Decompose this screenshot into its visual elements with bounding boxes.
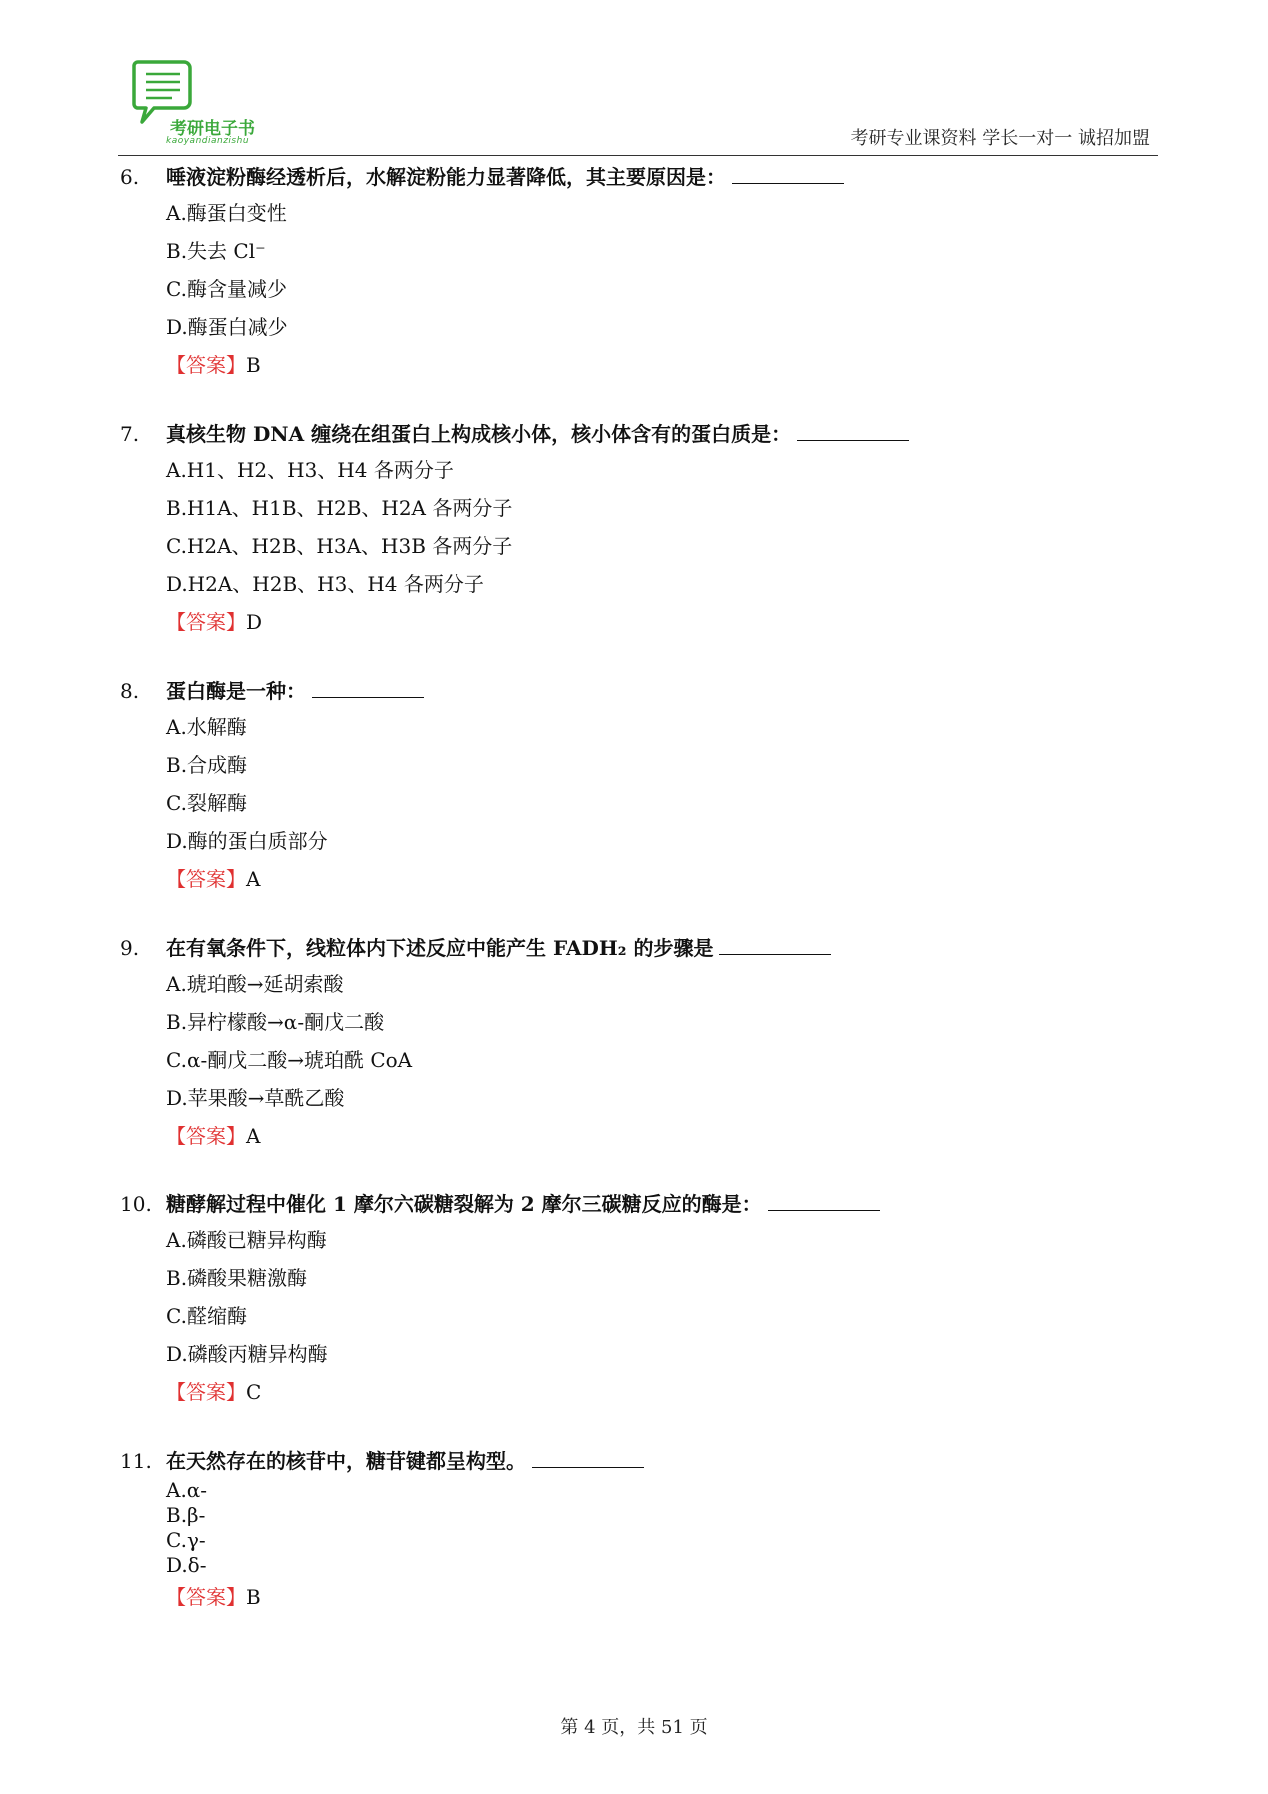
option-b: B.磷酸果糖激酶 — [166, 1266, 308, 1290]
answer-value: B — [246, 353, 261, 377]
option-b: B.失去 Cl⁻ — [166, 239, 266, 263]
option-d: D.H2A、H2B、H3、H4 各两分子 — [166, 572, 484, 596]
answer-value: B — [246, 1585, 261, 1609]
question-10 — [120, 1187, 1160, 1411]
question-number: 9. — [120, 936, 140, 960]
question-6 — [120, 160, 1160, 384]
option-d: D.δ- — [166, 1553, 207, 1577]
option-d: D.酶蛋白减少 — [166, 315, 288, 339]
option-c: C.γ- — [166, 1528, 206, 1552]
question-stem: 真核生物 DNA 缠绕在组蛋白上构成核小体，核小体含有的蛋白质是： — [166, 422, 792, 446]
answer-blank — [732, 163, 844, 184]
answer-blank — [312, 677, 424, 698]
answer-line — [166, 1117, 1206, 1155]
logo-subtext: kaoyandianzishu — [166, 136, 250, 146]
question-7 — [120, 417, 1160, 641]
option-c: C.H2A、H2B、H3A、H3B 各两分子 — [166, 534, 513, 558]
option-d: D.酶的蛋白质部分 — [166, 829, 328, 853]
answer-line — [166, 860, 1206, 898]
question-8 — [120, 674, 1160, 898]
option-c: C.裂解酶 — [166, 791, 247, 815]
answer-blank — [532, 1447, 644, 1468]
option-b: B.β- — [166, 1503, 206, 1527]
option-c: C.醛缩酶 — [166, 1304, 247, 1328]
answer-blank — [719, 934, 831, 955]
question-stem: 在天然存在的核苷中，糖苷键都呈构型。 — [166, 1449, 526, 1473]
answer-label: 【答案】 — [166, 867, 246, 891]
question-number: 6. — [120, 165, 140, 189]
option-d: D.苹果酸→草酰乙酸 — [166, 1086, 345, 1110]
option-b: B.合成酶 — [166, 753, 248, 777]
option-b: B.H1A、H1B、H2B、H2A 各两分子 — [166, 496, 513, 520]
answer-blank — [797, 420, 909, 441]
question-number: 10. — [120, 1192, 152, 1216]
answer-line — [166, 603, 1206, 641]
answer-line — [166, 346, 1206, 384]
option-a: A.琥珀酸→延胡索酸 — [166, 972, 344, 996]
question-number: 7. — [120, 422, 140, 446]
answer-label: 【答案】 — [166, 353, 246, 377]
option-d: D.磷酸丙糖异构酶 — [166, 1342, 328, 1366]
question-stem: 唾液淀粉酶经透析后，水解淀粉能力显著降低，其主要原因是： — [166, 165, 726, 189]
option-a: A.α- — [166, 1478, 208, 1502]
answer-value: C — [246, 1380, 262, 1404]
question-stem: 蛋白酶是一种： — [166, 679, 306, 703]
answer-line — [166, 1578, 1206, 1616]
question-stem: 在有氧条件下，线粒体内下述反应中能产生 FADH₂ 的步骤是 — [166, 936, 714, 960]
option-c: C.酶含量减少 — [166, 277, 287, 301]
option-a: A.水解酶 — [166, 715, 247, 739]
option-b: B.异柠檬酸→α-酮戊二酸 — [166, 1010, 385, 1034]
header-slogan: 考研专业课资料 学长一对一 诚招加盟 — [850, 128, 1150, 149]
option-a: A.H1、H2、H3、H4 各两分子 — [166, 458, 454, 482]
answer-label: 【答案】 — [166, 610, 246, 634]
answer-label: 【答案】 — [166, 1380, 246, 1404]
question-11 — [120, 1444, 1160, 1616]
option-a: A.磷酸已糖异构酶 — [166, 1228, 327, 1252]
answer-value: D — [246, 610, 263, 634]
answer-value: A — [246, 867, 261, 891]
question-stem: 糖酵解过程中催化 1 摩尔六碳糖裂解为 2 摩尔三碳糖反应的酶是： — [166, 1192, 762, 1216]
option-c: C.α-酮戊二酸→琥珀酰 CoA — [166, 1048, 413, 1072]
logo — [132, 60, 272, 150]
question-number: 8. — [120, 679, 140, 703]
logo-text: 考研电子书 — [170, 119, 255, 139]
question-9 — [120, 931, 1160, 1155]
header-divider — [118, 155, 1158, 156]
question-number: 11. — [120, 1449, 152, 1473]
answer-label: 【答案】 — [166, 1585, 246, 1609]
answer-blank — [768, 1190, 880, 1211]
answer-value: A — [246, 1124, 261, 1148]
page-number: 第 4 页，共 51 页 — [560, 1717, 708, 1738]
option-a: A.酶蛋白变性 — [166, 201, 287, 225]
answer-label: 【答案】 — [166, 1124, 246, 1148]
answer-line — [166, 1373, 1206, 1411]
